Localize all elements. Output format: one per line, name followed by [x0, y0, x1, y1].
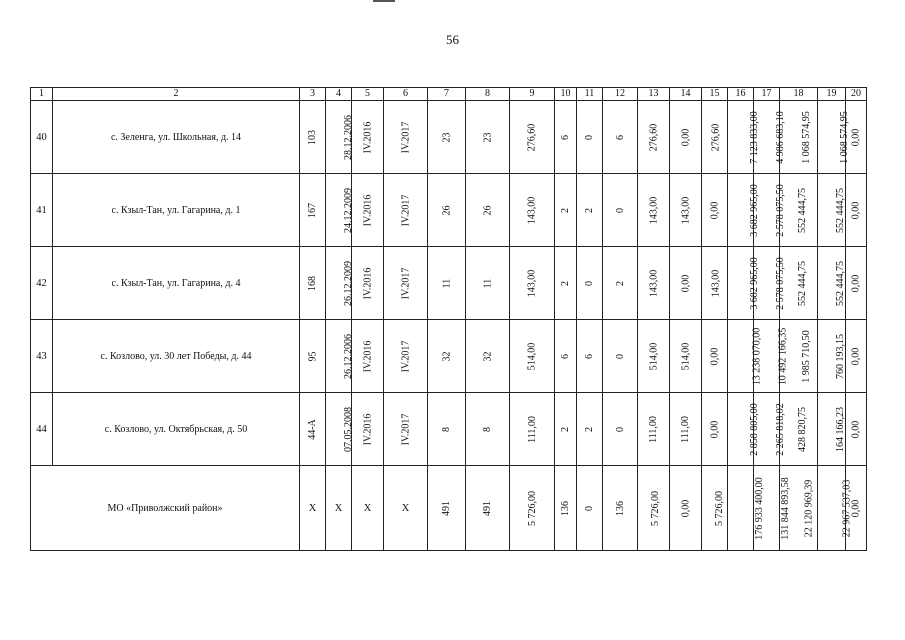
cell-c8-text: 23 [482, 132, 493, 142]
cell-c19-text: 552 444,75 [835, 260, 846, 306]
column-number: 15 [702, 88, 728, 101]
cell-c11 [577, 101, 603, 174]
cell-c17-text: 2 578 075,50 [774, 256, 786, 310]
cell-doc_date [326, 320, 352, 393]
total-c11 [577, 466, 603, 551]
cell-plan_end [384, 247, 428, 320]
column-number: 8 [466, 88, 510, 101]
cell-c11 [577, 393, 603, 466]
cell-c13 [638, 174, 670, 247]
table-row [31, 393, 867, 466]
cell-c12 [603, 320, 638, 393]
cell-c9 [510, 393, 555, 466]
total-c8 [466, 466, 510, 551]
cell-c8 [466, 320, 510, 393]
cell-c11-text: 0 [584, 280, 595, 286]
cell-c19 [818, 320, 846, 393]
cell-c12-text: 2 [614, 280, 626, 286]
column-number: 19 [818, 88, 846, 101]
cell-c20-text: 0,00 [850, 128, 862, 146]
table-row [31, 247, 867, 320]
cell-c8 [466, 174, 510, 247]
cell-c10-text: 6 [560, 134, 571, 140]
cell-c13 [638, 320, 670, 393]
cell-c16-text: 7 123 833,00 [748, 110, 760, 164]
cell-doc_date-text: 28.12.2006 [343, 114, 354, 160]
cell-c15 [702, 320, 728, 393]
cell-c9-text: 111,00 [526, 415, 538, 443]
row-address: с. Зеленга, ул. Школьная, д. 14 [53, 101, 300, 174]
column-number: 20 [846, 88, 867, 101]
cell-c14-text: 111,00 [679, 415, 691, 443]
cell-doc_date [326, 247, 352, 320]
cell-c7 [428, 320, 466, 393]
cell-c19 [818, 247, 846, 320]
cell-c10 [555, 174, 577, 247]
cell-c10-text: 2 [560, 207, 571, 213]
cell-c9-text: 143,00 [526, 269, 538, 297]
cell-c15-text: 0,00 [709, 201, 720, 219]
cell-plan_end [384, 174, 428, 247]
cell-c19 [818, 174, 846, 247]
column-number: 13 [638, 88, 670, 101]
cell-c9 [510, 247, 555, 320]
cell-c14 [670, 247, 702, 320]
cell-c13-text: 143,00 [648, 269, 659, 297]
column-number: 17 [754, 88, 780, 101]
total-c9 [510, 466, 555, 551]
cell-c7-text: 11 [440, 278, 452, 288]
column-number: 12 [603, 88, 638, 101]
cell-c18-text: 1 068 574,95 [800, 110, 812, 164]
cell-doc_no-text: 167 [307, 202, 318, 218]
cell-c13 [638, 247, 670, 320]
cell-c14 [670, 101, 702, 174]
cell-doc_no [300, 174, 326, 247]
column-number: 4 [326, 88, 352, 101]
cell-c14 [670, 320, 702, 393]
cell-plan_end [384, 320, 428, 393]
cell-c16 [728, 174, 760, 247]
row-number: 42 [31, 247, 53, 320]
cell-c20-text: 0,00 [850, 201, 862, 219]
cell-plan_start-text: IV.2016 [362, 413, 374, 445]
cell-c12-text: 0 [614, 207, 626, 213]
total-c12-text: 136 [614, 500, 626, 516]
cell-c15-text: 143,00 [710, 269, 722, 297]
row-number: 40 [31, 101, 53, 174]
cell-doc_no [300, 101, 326, 174]
cell-c14-text: 0,00 [680, 128, 691, 146]
total-c13 [638, 466, 670, 551]
total-c7-text: 491 [441, 500, 452, 516]
total-c6: Х [384, 466, 428, 551]
cell-c9-text: 143,00 [526, 196, 538, 224]
cell-c8-text: 26 [482, 205, 493, 215]
column-number: 1 [31, 88, 53, 101]
cell-c11-text: 2 [584, 207, 595, 213]
column-number: 10 [555, 88, 577, 101]
cell-doc_date-text: 24.12.2009 [343, 187, 354, 233]
cell-c7-text: 32 [441, 351, 452, 361]
cell-c10-text: 2 [560, 280, 571, 286]
row-address: с. Козлово, ул. Октябрьская, д. 50 [53, 393, 300, 466]
column-number: 16 [728, 88, 754, 101]
column-number: 6 [384, 88, 428, 101]
cell-plan_end-text: IV.2017 [399, 340, 411, 372]
cell-c14 [670, 174, 702, 247]
total-c13-text: 5 726,00 [650, 490, 661, 526]
cell-c12 [603, 174, 638, 247]
cell-c20 [846, 393, 867, 466]
cell-doc_date-text: 26.12.2006 [343, 333, 354, 379]
total-c12 [603, 466, 638, 551]
cell-c9-text: 514,00 [526, 342, 538, 370]
cell-c10-text: 6 [560, 353, 571, 359]
cell-c16 [728, 101, 760, 174]
total-c7 [428, 466, 466, 551]
cell-c9-text: 276,60 [526, 123, 538, 151]
cell-c17-text: 10 492 166,35 [777, 327, 789, 385]
cell-doc_date [326, 174, 352, 247]
cell-doc_no-text: 168 [307, 275, 318, 291]
cell-doc_no [300, 247, 326, 320]
total-c16-text: 176 933 400,00 [753, 476, 765, 540]
total-c15 [702, 466, 728, 551]
cell-c8 [466, 247, 510, 320]
cell-c11-text: 0 [584, 134, 595, 140]
total-c19-text: 22 967 537,03 [841, 479, 853, 537]
cell-plan_start-text: IV.2016 [362, 340, 374, 372]
cell-c11 [577, 320, 603, 393]
cell-c16-text: 3 682 965,00 [748, 256, 760, 310]
cell-plan_start-text: IV.2016 [362, 267, 374, 299]
total-c3: Х [300, 466, 326, 551]
total-c19 [818, 466, 853, 551]
column-number: 7 [428, 88, 466, 101]
cell-c13 [638, 393, 670, 466]
cell-c20-text: 0,00 [850, 274, 862, 292]
cell-doc_date-text: 26.12.2009 [343, 260, 354, 306]
column-number: 5 [352, 88, 384, 101]
cell-c8 [466, 393, 510, 466]
cell-c10 [555, 247, 577, 320]
cell-c15 [702, 101, 728, 174]
cell-c16-text: 2 858 805,00 [748, 402, 760, 456]
cell-plan_start [352, 174, 384, 247]
row-number: 43 [31, 320, 53, 393]
cell-c7-text: 23 [441, 132, 452, 142]
cell-c15 [702, 247, 728, 320]
cell-c19 [818, 393, 846, 466]
total-c14-text: 0,00 [680, 499, 691, 517]
total-c10-text: 136 [560, 500, 571, 516]
table-row [31, 174, 867, 247]
cell-plan_start [352, 393, 384, 466]
cell-c11-text: 2 [584, 426, 595, 432]
cell-c8-text: 8 [482, 426, 493, 432]
cell-c17-text: 2 265 818,02 [774, 402, 786, 456]
cell-c12 [603, 393, 638, 466]
cell-plan_start-text: IV.2016 [362, 194, 374, 226]
cell-doc_no-text: 44-А [307, 418, 318, 440]
total-row [31, 466, 867, 551]
cell-plan_end [384, 101, 428, 174]
cell-c10 [555, 320, 577, 393]
column-number: 9 [510, 88, 555, 101]
cell-c15-text: 0,00 [709, 420, 720, 438]
cell-c18-text: 552 444,75 [797, 187, 808, 233]
total-c9-text: 5 726,00 [526, 490, 538, 526]
cell-c13-text: 143,00 [648, 196, 659, 224]
cell-c9 [510, 174, 555, 247]
cell-c7 [428, 101, 466, 174]
total-c10 [555, 466, 577, 551]
row-address: с. Козлово, ул. 30 лет Победы, д. 44 [53, 320, 300, 393]
cell-c20-text: 0,00 [850, 420, 862, 438]
cell-plan_end-text: IV.2017 [399, 267, 411, 299]
cell-c10-text: 2 [560, 426, 571, 432]
total-c11-text: 0 [584, 505, 595, 511]
cell-c12-text: 6 [614, 134, 626, 140]
total-c15-text: 5 726,00 [714, 490, 725, 526]
total-c4: Х [326, 466, 352, 551]
total-c8-text: 491 [482, 500, 493, 516]
cell-plan_start [352, 101, 384, 174]
column-number-row [31, 88, 867, 101]
cell-c16 [728, 247, 760, 320]
total-c18-text: 22 120 969,39 [803, 479, 815, 537]
column-number: 11 [577, 88, 603, 101]
table-row [31, 320, 867, 393]
cell-c14-text: 514,00 [680, 342, 691, 370]
row-number: 44 [31, 393, 53, 466]
column-number: 14 [670, 88, 702, 101]
cell-c7-text: 8 [441, 426, 452, 432]
cell-plan_end [384, 393, 428, 466]
cell-c11 [577, 174, 603, 247]
total-c5: Х [352, 466, 384, 551]
cell-c13-text: 514,00 [648, 342, 659, 370]
cell-c18-text: 428 820,75 [797, 406, 808, 452]
cell-c16-text: 3 682 965,00 [748, 183, 760, 237]
cell-plan_end-text: IV.2017 [399, 194, 411, 226]
cell-c10 [555, 393, 577, 466]
cell-c13-text: 111,00 [647, 415, 659, 443]
cell-plan_end-text: IV.2017 [399, 121, 411, 153]
row-number: 41 [31, 174, 53, 247]
column-number: 18 [780, 88, 818, 101]
cell-c17-text: 4 986 683,10 [774, 110, 786, 164]
cell-doc_no-text: 103 [307, 129, 318, 145]
housing-program-table [30, 87, 867, 551]
cell-plan_start [352, 247, 384, 320]
cell-c19-text: 164 166,23 [835, 406, 846, 452]
cell-c19-text: 1 068 574,95 [838, 110, 850, 164]
cell-c8-text: 32 [482, 351, 493, 361]
cell-c14 [670, 393, 702, 466]
column-number: 2 [53, 88, 300, 101]
cell-c15 [702, 174, 728, 247]
cell-c12-text: 0 [614, 426, 626, 432]
cell-c14-text: 0,00 [680, 274, 691, 292]
total-c16 [728, 466, 765, 551]
cell-c20 [846, 320, 867, 393]
cell-c9 [510, 101, 555, 174]
cell-c20 [846, 174, 867, 247]
cell-c15 [702, 393, 728, 466]
cell-c8 [466, 101, 510, 174]
cell-c19 [818, 101, 850, 174]
total-label: МО «Приволжский район» [31, 466, 300, 551]
cell-doc_date-text: 07.05.2008 [343, 406, 354, 452]
cell-c7 [428, 174, 466, 247]
cell-c11-text: 6 [584, 353, 595, 359]
table-row [31, 101, 867, 174]
total-c14 [670, 466, 702, 551]
cell-c9 [510, 320, 555, 393]
row-address: с. Кзыл-Тан, ул. Гагарина, д. 1 [53, 174, 300, 247]
cell-c7-text: 26 [441, 205, 452, 215]
cell-c7 [428, 247, 466, 320]
cell-c13-text: 276,60 [648, 123, 659, 151]
cell-doc_date [326, 393, 352, 466]
top-mark [373, 0, 395, 2]
cell-plan_start [352, 320, 384, 393]
cell-c12-text: 0 [614, 353, 626, 359]
cell-c10 [555, 101, 577, 174]
cell-c11 [577, 247, 603, 320]
page-number: 56 [446, 32, 459, 47]
total-c20-text: 0,00 [850, 499, 862, 517]
cell-c18-text: 1 985 710,50 [800, 329, 812, 383]
column-number: 3 [300, 88, 326, 101]
cell-plan_start-text: IV.2016 [362, 121, 374, 153]
cell-plan_end-text: IV.2017 [399, 413, 411, 445]
cell-c13 [638, 101, 670, 174]
cell-doc_no [300, 320, 326, 393]
cell-c17-text: 2 578 075,50 [774, 183, 786, 237]
total-c17-text: 131 844 893,58 [779, 476, 791, 540]
row-address: с. Кзыл-Тан, ул. Гагарина, д. 4 [53, 247, 300, 320]
cell-doc_date [326, 101, 352, 174]
cell-c16-text: 13 238 070,00 [751, 327, 763, 385]
cell-c16 [728, 320, 763, 393]
cell-c20 [846, 247, 867, 320]
cell-c12 [603, 101, 638, 174]
cell-c12 [603, 247, 638, 320]
cell-doc_no [300, 393, 326, 466]
cell-c16 [728, 393, 760, 466]
cell-c19-text: 552 444,75 [835, 187, 846, 233]
cell-c14-text: 143,00 [680, 196, 691, 224]
cell-c19-text: 760 193,15 [835, 333, 846, 379]
cell-c18-text: 552 444,75 [797, 260, 808, 306]
cell-c20-text: 0,00 [850, 347, 862, 365]
cell-c8-text: 11 [481, 278, 493, 288]
cell-c15-text: 0,00 [709, 347, 720, 365]
cell-c7 [428, 393, 466, 466]
cell-doc_no-text: 95 [307, 351, 318, 361]
cell-c15-text: 276,60 [710, 123, 722, 151]
